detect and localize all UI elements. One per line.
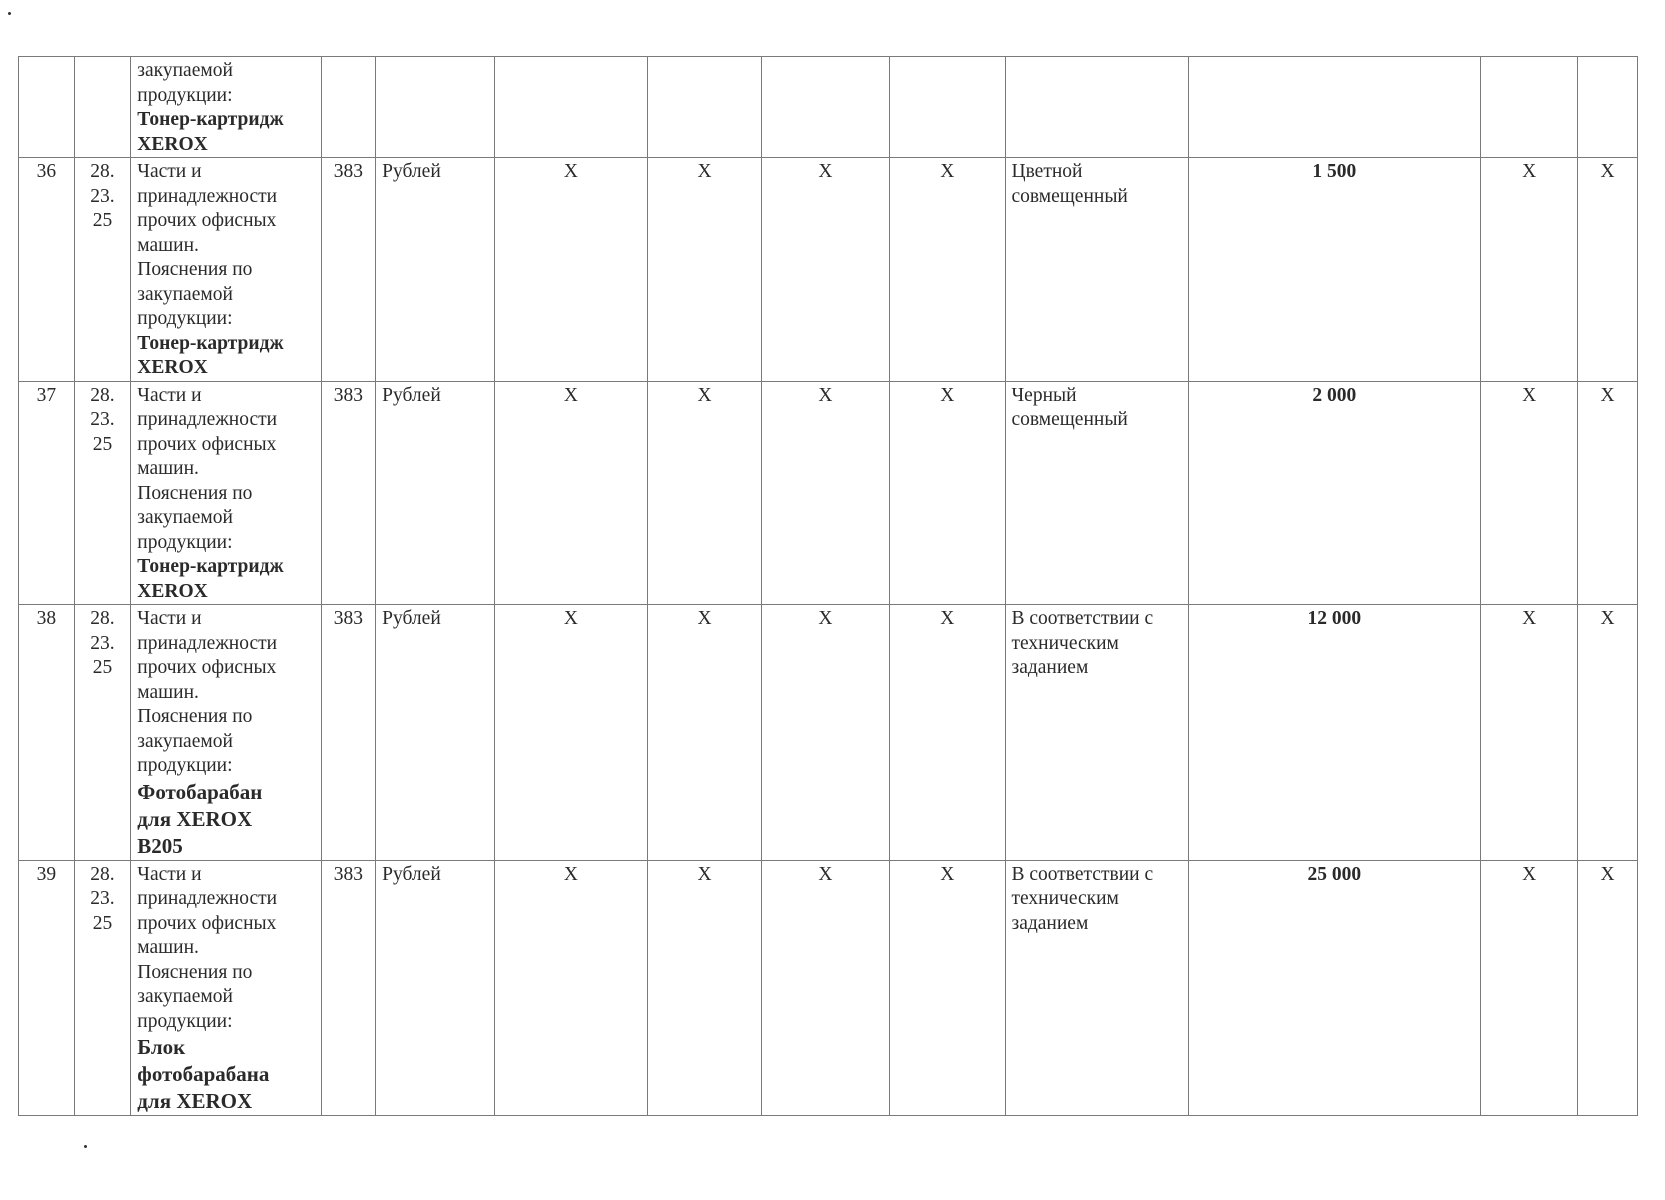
cell-x3 <box>761 158 890 382</box>
okpd-code-part: 23. <box>90 409 115 430</box>
desc-product-name: Тонер-картридж <box>137 332 284 354</box>
desc-line: закупаемой <box>137 986 233 1007</box>
row-number: 36 <box>36 161 57 182</box>
desc-product-name: Фотобарабан <box>137 779 263 804</box>
characteristic-line: техническим <box>1011 632 1119 654</box>
okpd-code-part: 23. <box>90 185 115 207</box>
cell-x2 <box>648 381 761 605</box>
cell-x1 <box>494 860 648 1116</box>
cell-unit <box>376 158 494 382</box>
cell-x1 <box>494 57 648 158</box>
cell-description <box>131 57 321 158</box>
okei-code: 383 <box>333 863 363 885</box>
cell-value <box>1188 158 1480 382</box>
desc-line: принадлежности <box>137 632 278 654</box>
cell-unit <box>376 605 494 861</box>
x-mark: Х <box>697 161 712 182</box>
desc-line: прочих офисных <box>137 912 277 934</box>
row-number: 38 <box>36 608 57 629</box>
desc-line: прочих офисных <box>137 210 277 231</box>
x-mark: Х <box>1522 161 1537 182</box>
cell-x4 <box>890 158 1005 382</box>
x-mark: Х <box>563 384 578 406</box>
max-price-value: 25 000 <box>1307 863 1362 885</box>
desc-line: закупаемой <box>137 60 233 81</box>
cell-x6 <box>1578 860 1638 1116</box>
max-price-value: 2 000 <box>1312 384 1357 406</box>
cell-value <box>1188 860 1480 1116</box>
cell-x4 <box>890 605 1005 861</box>
x-mark: Х <box>818 161 833 182</box>
okpd-code-part: 23. <box>90 888 115 909</box>
cell-x1 <box>494 381 648 605</box>
cell-description <box>131 860 321 1116</box>
characteristic-line: техническим <box>1011 888 1119 909</box>
cell-value <box>1188 605 1480 861</box>
x-mark: Х <box>1600 161 1615 182</box>
table-row <box>19 381 1638 605</box>
cell-x2 <box>648 605 761 861</box>
cell-description <box>131 381 321 605</box>
cell-okpd <box>74 57 131 158</box>
x-mark: Х <box>1522 384 1537 406</box>
cell-okei <box>321 57 376 158</box>
okei-code: 383 <box>333 384 363 406</box>
cell-x4 <box>890 860 1005 1116</box>
okpd-code-part: 28. <box>90 608 115 629</box>
okpd-code-part: 25 <box>92 912 113 934</box>
cell-value <box>1188 57 1480 158</box>
okpd-code-part: 25 <box>92 210 113 231</box>
characteristic-line: заданием <box>1011 912 1089 934</box>
cell-num <box>19 381 75 605</box>
cell-unit <box>376 57 494 158</box>
cell-x1 <box>494 158 648 382</box>
table-row <box>19 605 1638 861</box>
x-mark: Х <box>1600 863 1615 885</box>
scan-speck <box>8 12 11 15</box>
x-mark: Х <box>1522 608 1537 629</box>
continuation-row <box>19 57 1638 158</box>
desc-product-name: фотобарабана <box>137 1062 270 1086</box>
cell-characteristic <box>1005 381 1188 605</box>
cell-x4 <box>890 57 1005 158</box>
desc-line: закупаемой <box>137 507 233 528</box>
okpd-code-part: 28. <box>90 161 115 182</box>
cell-num <box>19 605 75 861</box>
cell-okpd <box>74 605 131 861</box>
unit-name: Рублей <box>382 384 441 406</box>
x-mark: Х <box>940 608 955 629</box>
x-mark: Х <box>1522 863 1537 885</box>
okpd-code-part: 25 <box>92 433 113 455</box>
cell-num <box>19 860 75 1116</box>
desc-line: Части и <box>137 863 202 885</box>
characteristic-line: В соответствии с <box>1011 608 1154 629</box>
cell-okpd <box>74 381 131 605</box>
cell-okei <box>321 381 376 605</box>
desc-product-name: для XEROX <box>137 1089 253 1113</box>
desc-line: принадлежности <box>137 185 278 207</box>
cell-x3 <box>761 57 890 158</box>
desc-product-name: XEROX <box>137 580 208 602</box>
x-mark: Х <box>940 384 955 406</box>
cell-unit <box>376 381 494 605</box>
cell-x5 <box>1481 605 1578 861</box>
characteristic-line: совмещенный <box>1011 409 1128 430</box>
row-number: 37 <box>36 384 57 406</box>
cell-x3 <box>761 860 890 1116</box>
cell-x6 <box>1578 57 1638 158</box>
cell-x5 <box>1481 860 1578 1116</box>
desc-line: машин. <box>137 234 199 256</box>
x-mark: Х <box>697 608 712 629</box>
x-mark: Х <box>1600 384 1615 406</box>
cell-description <box>131 605 321 861</box>
row-number: 39 <box>36 863 57 885</box>
desc-line: Части и <box>137 384 202 406</box>
unit-name: Рублей <box>382 161 441 182</box>
cell-x3 <box>761 381 890 605</box>
characteristic-line: В соответствии с <box>1011 863 1154 885</box>
desc-product-name: Тонер-картридж <box>137 109 284 130</box>
cell-okei <box>321 158 376 382</box>
characteristic-line: Черный <box>1011 384 1077 406</box>
cell-okei <box>321 860 376 1116</box>
table-body <box>19 57 1638 1116</box>
desc-line: машин. <box>137 458 199 479</box>
cell-x5 <box>1481 158 1578 382</box>
desc-line: продукции: <box>137 84 233 106</box>
desc-product-name: Блок <box>137 1035 186 1059</box>
characteristic-line: совмещенный <box>1011 185 1128 207</box>
cell-x6 <box>1578 381 1638 605</box>
max-price-value: 1 500 <box>1312 161 1357 182</box>
okpd-code-part: 28. <box>90 863 115 885</box>
okpd-code-part: 28. <box>90 384 115 406</box>
x-mark: Х <box>563 161 578 182</box>
cell-okpd <box>74 860 131 1116</box>
table-row <box>19 860 1638 1116</box>
procurement-table <box>18 56 1638 1116</box>
desc-product-name: для XEROX <box>137 806 253 831</box>
cell-x5 <box>1481 381 1578 605</box>
x-mark: Х <box>818 608 833 629</box>
desc-line: Пояснения по <box>137 482 253 504</box>
desc-line: продукции: <box>137 755 233 776</box>
okpd-code-part: 25 <box>92 657 113 678</box>
cell-characteristic <box>1005 57 1188 158</box>
x-mark: Х <box>697 863 712 885</box>
desc-product-name: XEROX <box>137 357 208 378</box>
unit-name: Рублей <box>382 863 441 885</box>
desc-line: продукции: <box>137 531 233 553</box>
unit-name: Рублей <box>382 608 441 629</box>
table-row <box>19 158 1638 382</box>
okpd-code-part: 23. <box>90 632 115 654</box>
characteristic-line: Цветной <box>1011 161 1083 182</box>
cell-characteristic <box>1005 158 1188 382</box>
desc-line: машин. <box>137 937 199 958</box>
cell-value <box>1188 381 1480 605</box>
cell-okei <box>321 605 376 861</box>
characteristic-line: заданием <box>1011 657 1089 678</box>
desc-line: Пояснения по <box>137 706 253 727</box>
desc-line: продукции: <box>137 308 233 329</box>
cell-x5 <box>1481 57 1578 158</box>
x-mark: Х <box>697 384 712 406</box>
cell-num <box>19 158 75 382</box>
okei-code: 383 <box>333 608 363 629</box>
desc-line: прочих офисных <box>137 433 277 455</box>
x-mark: Х <box>940 863 955 885</box>
desc-line: прочих офисных <box>137 657 277 678</box>
x-mark: Х <box>818 384 833 406</box>
cell-num <box>19 57 75 158</box>
x-mark: Х <box>563 608 578 629</box>
desc-line: Части и <box>137 161 202 182</box>
desc-line: закупаемой <box>137 283 233 305</box>
cell-x2 <box>648 57 761 158</box>
max-price-value: 12 000 <box>1307 608 1362 629</box>
desc-line: продукции: <box>137 1010 233 1032</box>
desc-line: принадлежности <box>137 409 278 430</box>
cell-unit <box>376 860 494 1116</box>
cell-x3 <box>761 605 890 861</box>
x-mark: Х <box>818 863 833 885</box>
scan-speck <box>84 1145 87 1148</box>
cell-x6 <box>1578 158 1638 382</box>
desc-line: машин. <box>137 681 199 703</box>
cell-x4 <box>890 381 1005 605</box>
cell-characteristic <box>1005 860 1188 1116</box>
desc-product-name: XEROX <box>137 133 208 155</box>
cell-description <box>131 158 321 382</box>
desc-line: закупаемой <box>137 730 233 752</box>
cell-okpd <box>74 158 131 382</box>
cell-x1 <box>494 605 648 861</box>
x-mark: Х <box>1600 608 1615 629</box>
desc-product-name: B205 <box>137 833 183 858</box>
x-mark: Х <box>563 863 578 885</box>
cell-x6 <box>1578 605 1638 861</box>
desc-line: Пояснения по <box>137 961 253 983</box>
x-mark: Х <box>940 161 955 182</box>
cell-x2 <box>648 158 761 382</box>
desc-product-name: Тонер-картридж <box>137 556 284 577</box>
desc-line: принадлежности <box>137 888 278 909</box>
okei-code: 383 <box>333 161 363 182</box>
cell-x2 <box>648 860 761 1116</box>
desc-line: Пояснения по <box>137 259 253 280</box>
cell-characteristic <box>1005 605 1188 861</box>
desc-line: Части и <box>137 608 202 629</box>
